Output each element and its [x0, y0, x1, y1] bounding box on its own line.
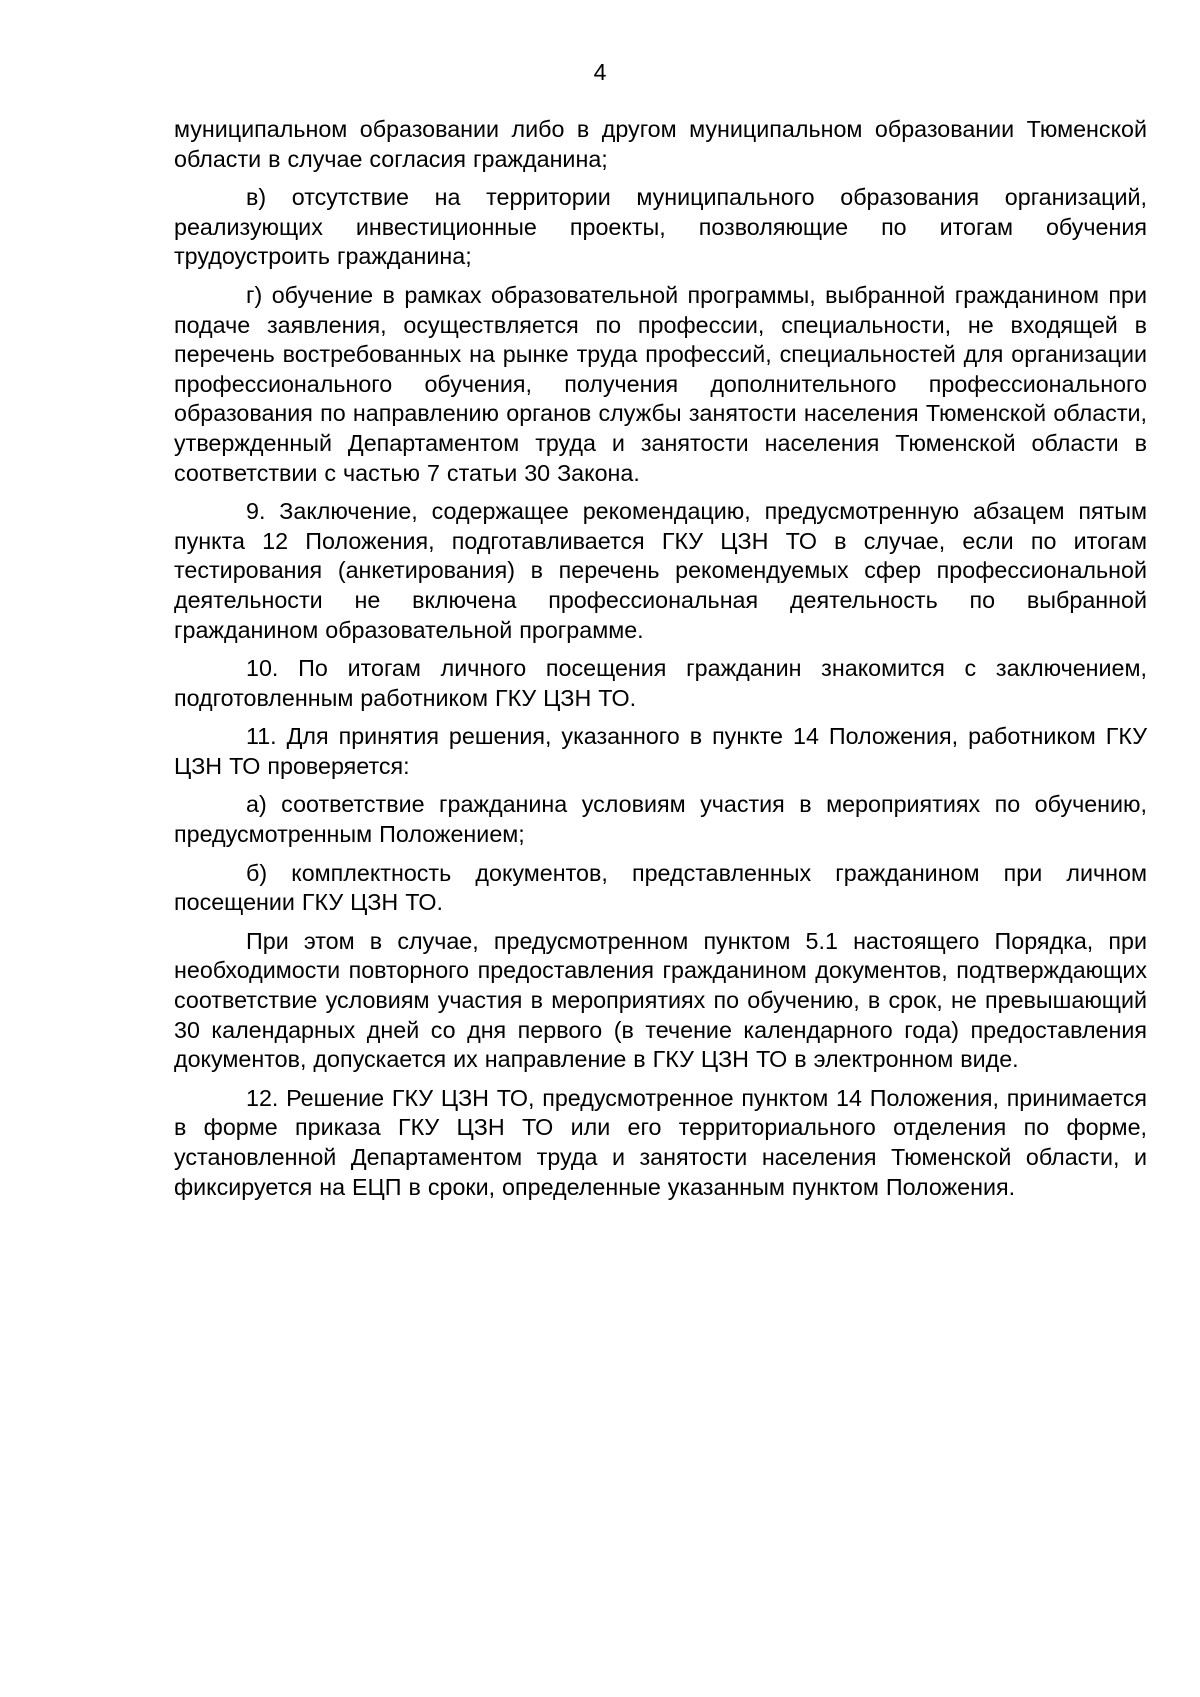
paragraph-item-9: 9. Заключение, содержащее рекомендацию, предусмотренную абзацем пятым пункта 12 Положения, подготавливается ГКУ ЦЗН ТО в случае, если по итогам тестирования (анкетирования) в перечень рекомендуемых сфер профессиональной деятельности не включена профессиональная деятельность по выбранной гражданином образовательной программе.	[174, 498, 1147, 643]
paragraph-item-10: 10. По итогам личного посещения гражданин знакомится с заключением, подготовленным работником ГКУ ЦЗН ТО.	[174, 655, 1147, 711]
paragraph-item-12: 12. Решение ГКУ ЦЗН ТО, предусмотренное пунктом 14 Положения, принимается в форме приказа ГКУ ЦЗН ТО или его территориального отделения по форме, установленной Департаментом труда и занятости населения Тюменской области, и фиксируется на ЕЦП в сроки, определенные указанным пунктом Положения.	[174, 1084, 1147, 1200]
paragraph-subitem-v: в) отсутствие на территории муниципального образования организаций, реализующих инвестиционные проекты, позволяющие по итогам обучения трудоустроить гражданина;	[174, 184, 1147, 270]
paragraph-subitem-a: а) соответствие гражданина условиям участия в мероприятиях по обучению, предусмотренным Положением;	[174, 791, 1147, 848]
page-number: 4	[593, 59, 607, 85]
paragraph-item-11-note: При этом в случае, предусмотренном пунктом 5.1 настоящего Порядка, при необходимости повторного предоставления гражданином документов, подтверждающих соответствие условиям участия в мероприятиях по обучению, в срок, не превышающий 30 календарных дней со дня первого (в течение календарного года) предоставления документов, допускается их направление в ГКУ ЦЗН ТО в электронном виде.	[174, 927, 1147, 1073]
paragraph-continuation: муниципальном образовании либо в другом муниципальном образовании Тюменской области в случае согласия гражданина;	[174, 116, 1147, 172]
document-body	[174, 115, 1147, 1211]
paragraph-subitem-b: б) комплектность документов, представленных гражданином при личном посещении ГКУ ЦЗН ТО.	[174, 859, 1147, 916]
paragraph-item-11: 11. Для принятия решения, указанного в пункте 14 Положения, работником ГКУ ЦЗН ТО проверяется:	[174, 723, 1147, 779]
paragraph-subitem-g: г) обучение в рамках образовательной программы, выбранной гражданином при подаче заявления, осуществляется по профессии, специальности, не входящей в перечень востребованных на рынке труда профессий, специальностей для организации профессионального обучения, получения дополнительного профессионального образования по направлению органов службы занятости населения Тюменской области, утвержденный Департаментом труда и занятости населения Тюменской области в соответствии с частью 7 статьи 30 Закона.	[174, 281, 1147, 486]
